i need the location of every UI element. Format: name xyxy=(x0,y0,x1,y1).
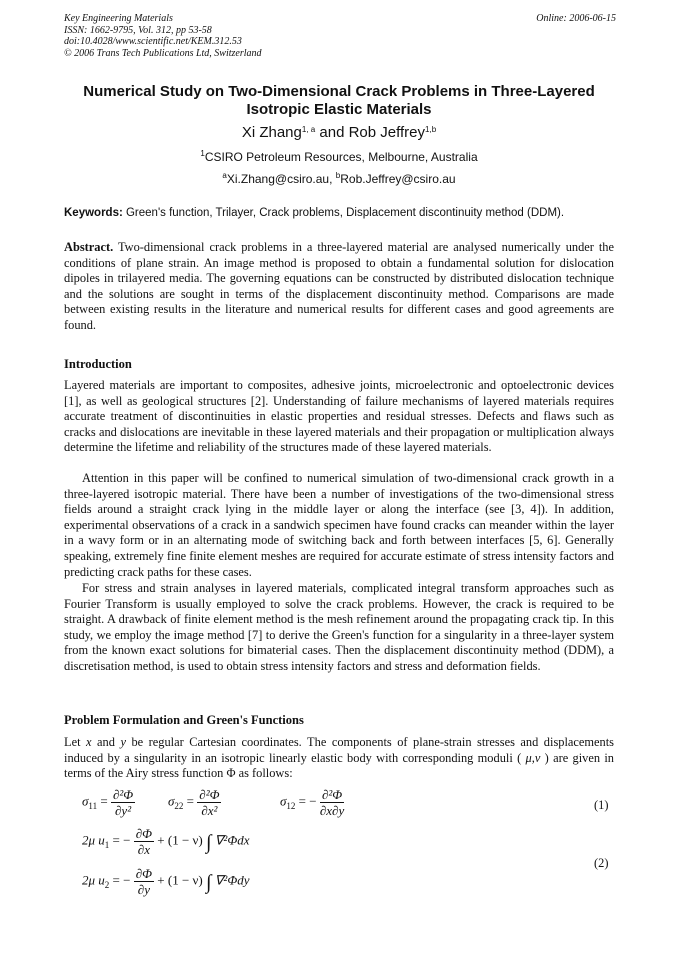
equals-sign: = xyxy=(298,793,307,809)
keywords xyxy=(64,206,620,220)
introduction-paragraph-3-text: For stress and strain analyses in layered materials, complicated integral transform approaches such as Fourier Transform is usually employed to solve the crack problems. However, the crack is required to be straight. A drawback of finite element method is the mesh refinement around the propagating crack tip. In this study, we employ the image method [7] to derive the Green's function for a singularity in a three-layer system from the known exact solutions for bimaterial cases. Then the displacement discontinuity method (DDM), a discretisation method, is used to obtain stress intensity factors and stress and deformation fields. xyxy=(64,581,614,673)
equals-sign: = xyxy=(112,832,120,848)
u1-subscript: 1 xyxy=(104,840,110,851)
abstract-label: Abstract. xyxy=(64,240,114,254)
laplacian-dy: ∇²Φdy xyxy=(214,872,250,888)
formulation-text-d: ) are given in terms of the Airy stress function xyxy=(64,750,615,781)
sigma-symbol: σ xyxy=(82,793,89,809)
abstract-text: Two-dimensional crack problems in a three-layered material are analysed numerically under the conditions of plane strain. An image method is proposed to obtain a fundamental solution for dislocation dipoles in trilayered media. The governing equations can be constructed by distributed dislocation technique and the solutions are sought in terms of the displacement discontinuity method. Comparisons are made between existing results in the literature and numerical results for different cases and good agreements are found. xyxy=(64,240,614,332)
eq2a-denominator: ∂x xyxy=(137,842,150,857)
equation-sigma-22 xyxy=(168,787,221,818)
running-header xyxy=(64,13,616,59)
equals-sign: = xyxy=(100,793,108,809)
email-b: Rob.Jeffrey@csiro.au xyxy=(340,172,456,186)
u-symbol: u xyxy=(98,832,105,848)
journal-name: Key Engineering Materials xyxy=(64,13,173,24)
introduction-paragraph-2 xyxy=(64,471,614,580)
nu-term: + (1 − ν) xyxy=(157,872,203,888)
author-line xyxy=(40,124,638,142)
formulation-text-b: and xyxy=(91,735,121,749)
doi-line: doi:10.4028/www.scientific.net/KEM.312.53 xyxy=(64,36,242,47)
email-separator: , xyxy=(329,172,336,186)
copyright-line: © 2006 Trans Tech Publications Ltd, Switzerland xyxy=(64,47,262,59)
author-1: Xi Zhang xyxy=(241,124,302,141)
affiliation xyxy=(40,150,638,164)
eq1b-denominator: ∂x² xyxy=(201,803,218,818)
title-line-2: Isotropic Elastic Materials xyxy=(246,101,432,118)
abstract xyxy=(64,240,614,334)
equation-sigma-11 xyxy=(82,787,135,818)
introduction-paragraph-2-text: Attention in this paper will be confined to numerical simulation of two-dimensional crack growth in a three-layered isotropic material. There have been a number of investigations of the two-dimensional stress fields around a straight crack lying in the middle layer or along the interface (see [3, 4]). In addition, experimental observations of a crack in a sandwich specimen have found cracks can meander within the layer in a wavy form or in an alternating mode of switching back and forth between interfaces [5, 6]. Generally speaking, extremely fine finite element meshes are required for accurate estimate of stress intensity factors and predicting crack paths for these cases. xyxy=(64,471,614,579)
keywords-text: Green's function, Trilayer, Crack problems, Displacement discontinuity method (DDM). xyxy=(122,207,565,219)
equation-u1 xyxy=(82,826,250,857)
nu-term: + (1 − ν) xyxy=(157,832,203,848)
u-symbol: u xyxy=(98,872,105,888)
formulation-text-c: be regular Cartesian coordinates. The components of plane-strain stresses and displacements induced by a singularity in an isotropic linearly elastic body with corresponding moduli ( xyxy=(64,735,615,765)
author-and: and xyxy=(315,124,349,141)
author-2-sup: 1,b xyxy=(425,125,437,134)
eq2b-numerator: ∂Φ xyxy=(135,866,153,881)
equation-u2 xyxy=(82,866,250,897)
paper-title xyxy=(40,83,638,119)
eq1b-numerator: ∂²Φ xyxy=(199,787,220,802)
eq2b-denominator: ∂y xyxy=(137,882,150,897)
equation-sigma-12 xyxy=(280,787,344,818)
email-b-sup: b xyxy=(335,171,341,180)
eq1a-numerator: ∂²Φ xyxy=(112,787,134,802)
two-mu: 2μ xyxy=(82,832,96,848)
equation-number-1: (1) xyxy=(594,798,609,812)
var-y: y xyxy=(120,735,126,749)
author-2: Rob Jeffrey xyxy=(348,124,426,141)
two-mu: 2μ xyxy=(82,872,96,888)
email-a: Xi.Zhang@csiro.au xyxy=(226,172,330,186)
equals-sign: = xyxy=(186,793,195,809)
issn-line: ISSN: 1662-9795, Vol. 312, pp 53-58 xyxy=(64,24,212,36)
integral-sign: ∫ xyxy=(206,871,212,894)
email-a-sup: a xyxy=(222,171,227,180)
eq1c-denominator: ∂x∂y xyxy=(319,803,345,818)
eq1a-denominator: ∂y² xyxy=(115,803,132,818)
introduction-heading: Introduction xyxy=(64,357,132,371)
affiliation-text: CSIRO Petroleum Resources, Melbourne, Australia xyxy=(204,150,478,164)
formulation-text-e: as follows: xyxy=(235,766,293,781)
keywords-label: Keywords: xyxy=(64,207,123,219)
moduli-symbols: μ,ν xyxy=(525,750,541,765)
online-date: Online: 2006-06-15 xyxy=(536,13,616,24)
eq1c-numerator: ∂²Φ xyxy=(320,787,344,803)
minus-sign: − xyxy=(309,793,317,809)
sigma-12-subscript: 12 xyxy=(286,801,296,812)
eq2a-numerator: ∂Φ xyxy=(135,826,153,841)
var-x: x xyxy=(86,735,92,749)
email-line xyxy=(40,172,638,186)
minus-sign: − xyxy=(123,872,131,888)
sigma-symbol: σ xyxy=(280,793,287,809)
title-line-1: Numerical Study on Two-Dimensional Crack Problems in Three-Layered xyxy=(83,83,595,100)
equals-sign: = xyxy=(112,872,120,888)
u2-subscript: 2 xyxy=(104,880,110,891)
introduction-paragraph-3 xyxy=(64,581,614,675)
minus-sign: − xyxy=(123,832,131,848)
formulation-heading: Problem Formulation and Green's Functions xyxy=(64,713,304,727)
formulation-paragraph xyxy=(64,735,614,782)
introduction-paragraph-1: Layered materials are important to composites, adhesive joints, microelectronic and optoelectronic devices [1], as well as geological structures [2]. Understanding of failure mechanisms of layered materials requires accurate treatment of discontinuities in elastic properties and residual stresses. Defects and flaws such as cracks and dislocations are inevitable in these layered materials and their propagation or multiplication always determine the lifetime and reliability of the structures made of these layered materials. xyxy=(64,378,614,455)
sigma-22-subscript: 22 xyxy=(174,801,184,812)
sigma-11-subscript: 11 xyxy=(88,801,98,812)
equation-number-2: (2) xyxy=(594,856,609,870)
affiliation-sup: 1 xyxy=(200,149,205,158)
formulation-text-a: Let xyxy=(64,735,87,749)
sigma-symbol: σ xyxy=(168,793,175,809)
airy-phi-symbol: Φ xyxy=(226,766,236,781)
laplacian-dx: ∇²Φdx xyxy=(214,832,250,848)
author-1-sup: 1, a xyxy=(301,125,316,134)
integral-sign: ∫ xyxy=(206,831,212,854)
